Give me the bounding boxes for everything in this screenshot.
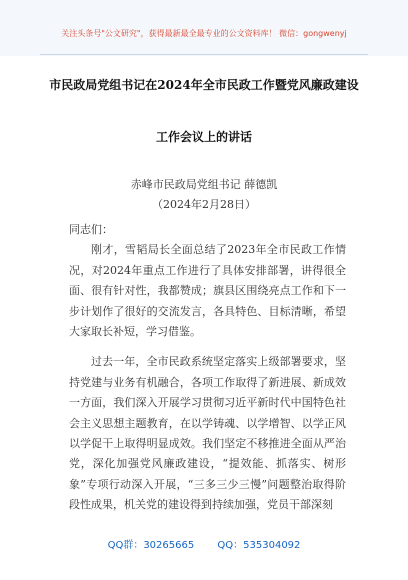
document-title-line2: 工作会议上的讲话 (155, 130, 252, 144)
paragraph-gap (69, 342, 346, 352)
header-banner-text: 关注头条号"公文研究"，获得最新最全最专业的公文资料库！ 微信：gongwenyj (61, 29, 347, 38)
footer-qq-group: QQ群：30265665 (107, 540, 195, 551)
document-author: 赤峰市民政局党组书记 薛德凯 (130, 178, 278, 191)
footer-contact (0, 536, 408, 551)
salutation: 同志们： (69, 223, 113, 236)
paragraph-1: 刚才，雪韬局长全面总结了2023年全市民政工作情况，对2024年重点工作进行了具体安排部署，讲得很全面、很有针对性，我都赞成；旗县区围绕亮点工作和下一步计划作了很好的交流发言，各具特色、目标清晰，希望大家取长补短，学习借鉴。 (69, 243, 346, 339)
paragraph-2: 过去一年，全市民政系统坚定落实上级部署要求，坚持党建与业务有机融合，各项工作取得了新进展、新成效一方面，我们深入开展学习贯彻习近平新时代中国特色社会主义思想主题教育，在以学铸魂、以学增智、以学正风以学促干上取得明显成效。我们坚定不移推进全面从严治党，深化加强党风廉政建设，“提效能、抓落实、树形象”专项行动深入开展，“三多三少三慢”问题整治取得阶段性成果，机关党的建设得到持续加强，党员干部深刻 (69, 355, 346, 512)
header-banner (0, 0, 408, 56)
footer-qq: QQ：535304092 (217, 540, 301, 551)
document-body (69, 220, 346, 516)
header-divider (40, 54, 368, 55)
document-title-line1: 市民政局党组书记在2024年全市民政工作暨党风廉政建设 (49, 78, 359, 92)
document-date: （2024年2月28日） (152, 198, 256, 211)
